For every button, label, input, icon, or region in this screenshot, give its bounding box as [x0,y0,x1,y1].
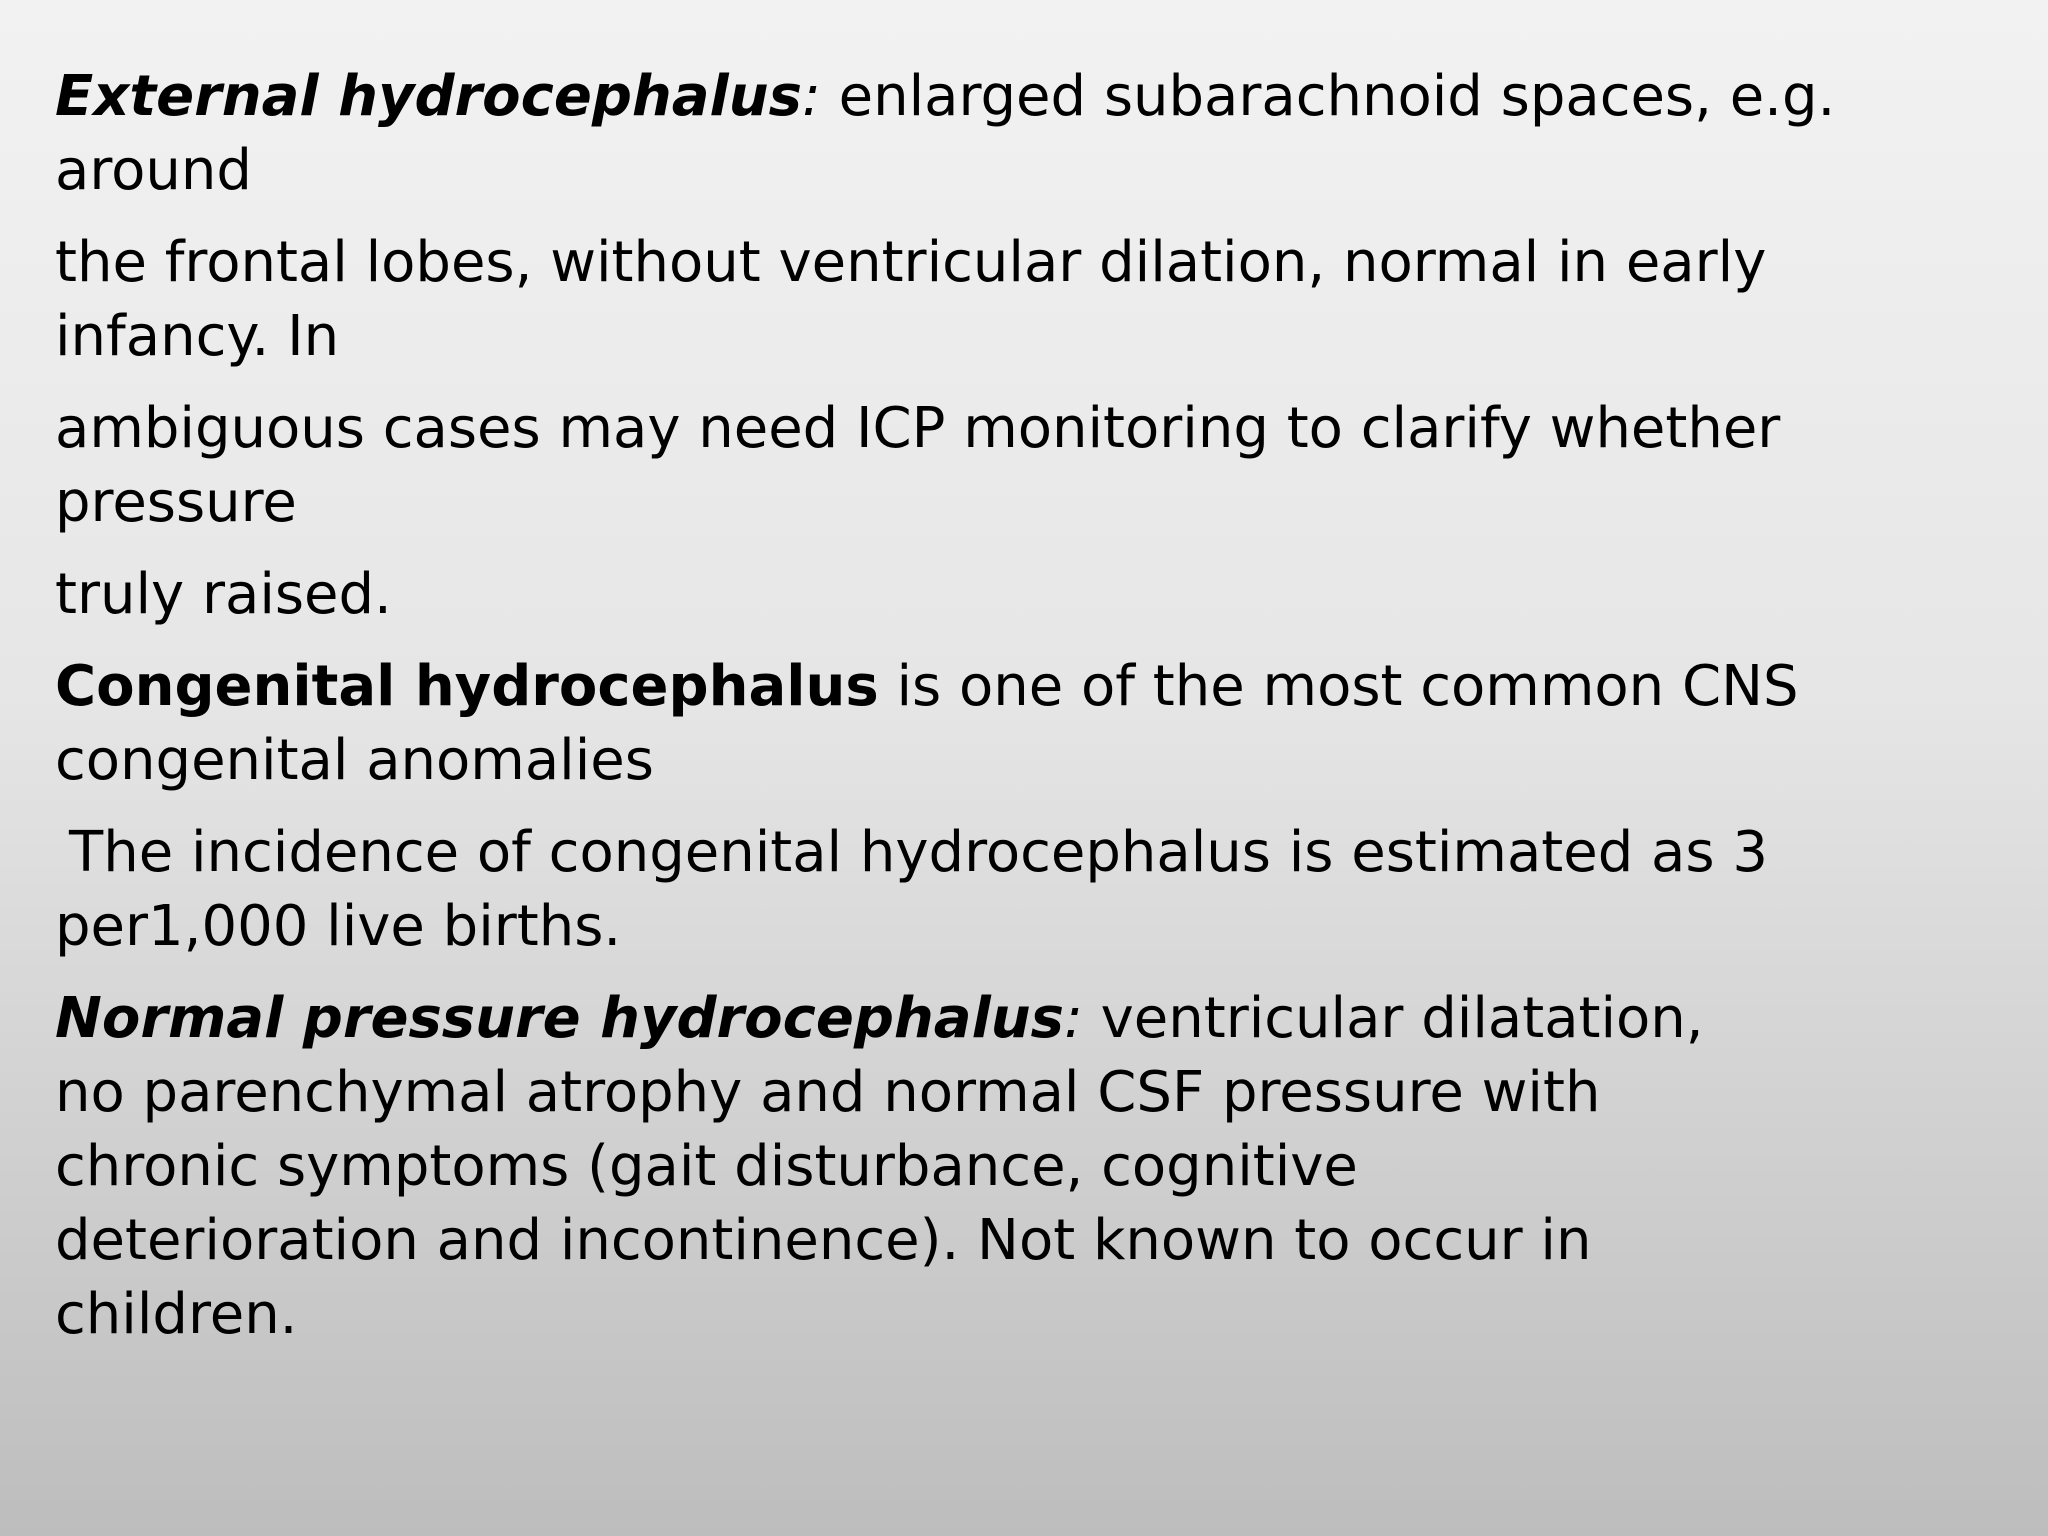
congenital-hydrocephalus-paragraph [55,650,2015,798]
external-line3-text: ambiguous cases may need ICP monitoring to clarify whether pressure [55,396,1781,535]
external-line2 [55,226,1975,374]
external-line1-text: enlarged subarachnoid spaces, e.g. around [55,64,1836,203]
slide-content [55,60,2015,1376]
incidence-paragraph [55,816,2015,964]
external-hydrocephalus-term: External hydrocephalus [55,64,802,129]
external-hydrocephalus-paragraph [55,60,2015,208]
congenital-text: is one of the most common CNS congenital anomalies [55,654,1799,793]
congenital-hydrocephalus-term: Congenital hydrocephalus [55,654,879,719]
incidence-text: The incidence of congenital hydrocephalus is estimated as 3 per1,000 live births. [55,820,1768,959]
external-line2-text: the frontal lobes, without ventricular dilation, normal in early infancy. In [55,230,1767,369]
normal-pressure-paragraph [55,982,1735,1352]
normal-pressure-text: ventricular dilatation, no parenchymal atrophy and normal CSF pressure with chronic symptoms (gait disturbance, cognitive deterioration and incontinence). Not known to occur in children. [55,986,1704,1347]
external-line4-text: truly raised. [55,562,392,627]
external-colon: : [801,64,821,129]
external-line3 [55,392,1815,540]
external-line4 [55,558,2015,632]
normal-pressure-colon: : [1063,986,1083,1051]
normal-pressure-hydrocephalus-term: Normal pressure hydrocephalus [55,986,1064,1051]
